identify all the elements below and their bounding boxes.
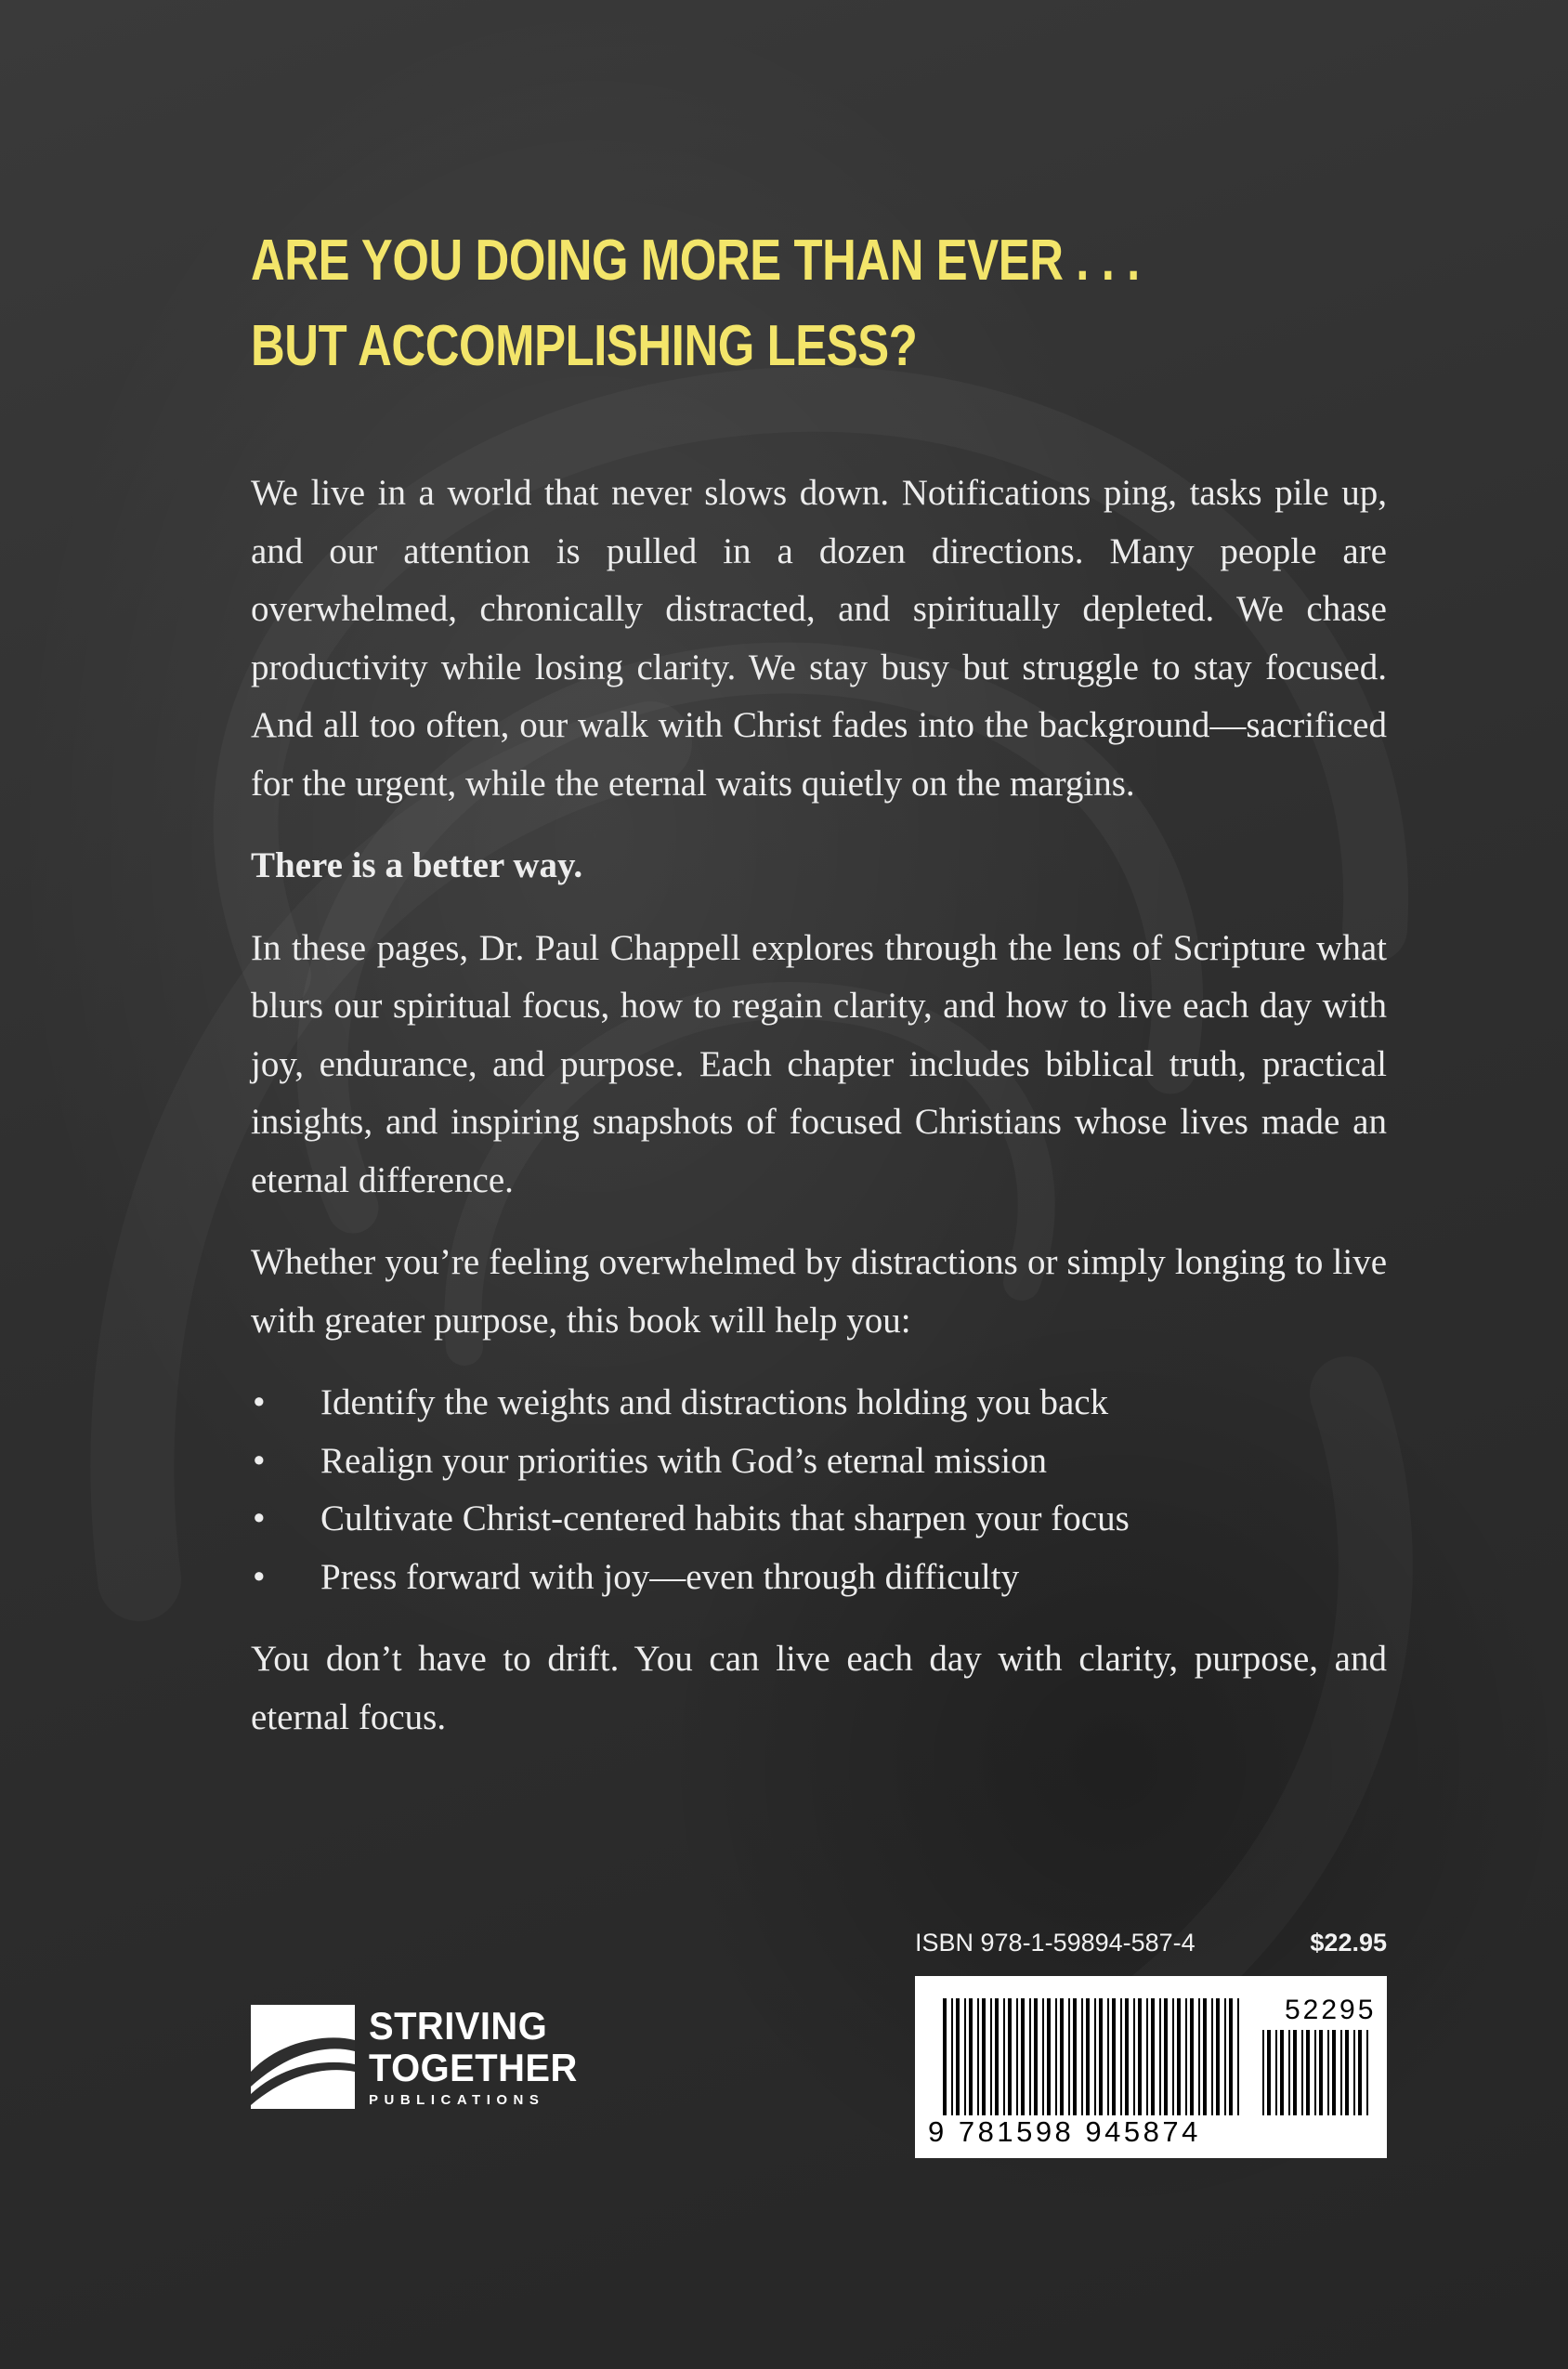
barcode-bar (1042, 1998, 1044, 2115)
barcode-bar (1125, 1998, 1129, 2115)
barcode-bar (1340, 2030, 1342, 2115)
barcode-bar (1177, 1998, 1181, 2115)
barcode-bar (1112, 1998, 1116, 2115)
publisher-logo (251, 2005, 641, 2109)
barcode-bar (1203, 1998, 1207, 2115)
barcode-bar (1275, 2030, 1277, 2115)
barcode-bar (1229, 1998, 1233, 2115)
bullet-icon: • (253, 1440, 266, 1481)
headline (251, 218, 1165, 389)
isbn-number: ISBN 978-1-59894-587-4 (915, 1929, 1196, 1957)
barcode-bar (1332, 2030, 1336, 2115)
barcode-digits-text: 9 781598 945874 (928, 2115, 1201, 2148)
barcode-bar (1288, 2030, 1290, 2115)
price: $22.95 (1310, 1929, 1387, 1957)
barcode-bar (1216, 1998, 1220, 2115)
barcode-bar (1003, 1998, 1005, 2115)
barcode-bar (1267, 2030, 1271, 2115)
barcode-bar (1094, 1998, 1096, 2115)
barcode-bar (1319, 2030, 1323, 2115)
barcode-bar (990, 1998, 992, 2115)
barcode-bar (1060, 1998, 1064, 2115)
barcode-bar (1314, 2030, 1316, 2115)
barcode-bar (1029, 1998, 1031, 2115)
ean-barcode-bars (943, 1998, 1239, 2115)
barcode-bar (1073, 1998, 1077, 2115)
paragraph-benefits-intro: Whether you’re feeling overwhelmed by distractions or simply longing to live with greater purpose, this book will help you: (251, 1242, 1387, 1341)
barcode-bar (1366, 2030, 1368, 2115)
barcode-bar (1068, 1998, 1070, 2115)
bullet-icon: • (253, 1382, 266, 1422)
barcode-bar (956, 1998, 960, 2115)
barcode-bar (1099, 1998, 1103, 2115)
book-description (251, 465, 1387, 1771)
barcode-bar (1086, 1998, 1090, 2115)
barcode-bar (1021, 1998, 1025, 2115)
barcode-bar (1138, 1998, 1142, 2115)
barcode-bar (964, 1998, 966, 2115)
barcode-bar (1327, 2030, 1329, 2115)
barcode-bar (1353, 2030, 1355, 2115)
striving-together-swoosh-icon (251, 2005, 355, 2109)
barcode-bar (1164, 1998, 1168, 2115)
list-item (251, 1433, 1387, 1491)
barcode-bar (1146, 1998, 1148, 2115)
barcode (915, 1976, 1387, 2158)
bullet-icon: • (253, 1556, 266, 1597)
publisher-name (369, 2004, 589, 2108)
barcode-bar (977, 1998, 979, 2115)
isbn-price-line (915, 1929, 1387, 1957)
list-item-text: Realign your priorities with God’s eternal mission (320, 1440, 1048, 1481)
list-item-text: Identify the weights and distractions holding you back (320, 1382, 1109, 1422)
barcode-bar (1190, 1998, 1194, 2115)
barcode-bar (1293, 2030, 1297, 2115)
addon-barcode-bars (1262, 2030, 1368, 2115)
barcode-bar (982, 1998, 986, 2115)
lead-statement: There is a better way. (251, 845, 583, 885)
barcode-bar (1211, 1998, 1213, 2115)
publisher-name-line-3: PUBLICATIONS (369, 2092, 545, 2108)
barcode-bar (1008, 1998, 1012, 2115)
barcode-bar (1081, 1998, 1083, 2115)
publisher-name-line-2: TOGETHER (369, 2046, 578, 2089)
barcode-bar (1159, 1998, 1161, 2115)
barcode-bar (1280, 2030, 1284, 2115)
list-item (251, 1549, 1387, 1607)
barcode-bar (951, 1998, 953, 2115)
barcode-bar (969, 1998, 973, 2115)
barcode-bar (1055, 1998, 1057, 2115)
barcode-bar (995, 1998, 999, 2115)
barcode-bar (1016, 1998, 1018, 2115)
barcode-bar (1345, 2030, 1349, 2115)
barcode-bar (1237, 1998, 1239, 2115)
list-item (251, 1374, 1387, 1433)
barcode-bar (1224, 1998, 1226, 2115)
barcode-bar (1034, 1998, 1038, 2115)
barcode-bar (1047, 1998, 1051, 2115)
barcode-bar (943, 1998, 947, 2115)
barcode-bar (1107, 1998, 1109, 2115)
list-item (251, 1490, 1387, 1549)
barcode-bar (1198, 1998, 1200, 2115)
benefits-list (251, 1374, 1387, 1606)
barcode-bar (1172, 1998, 1174, 2115)
barcode-bar (1358, 2030, 1362, 2115)
list-item-text: Press forward with joy—even through difficulty (320, 1556, 1020, 1597)
addon-code-text: 52295 (1285, 1995, 1377, 2025)
barcode-bar (1133, 1998, 1135, 2115)
bullet-icon: • (253, 1499, 266, 1538)
paragraph-intro: We live in a world that never slows down. Notifications ping, tasks pile up, and our attention is pulled in a dozen directions. Many people are overwhelmed, chronically distracted, and spiritually depleted. We chase productivity while losing clarity. We stay busy but struggle to stay focused. And all too often, our walk with Christ fades into the background—sacrificed for the urgent, while the eternal waits quietly on the margins. (251, 473, 1387, 804)
barcode-bar (1301, 2030, 1303, 2115)
paragraph-author: In these pages, Dr. Paul Chappell explores through the lens of Scripture what blurs our spiritual focus, how to regain clarity, and how to live each day with joy, endurance, and purpose. Each chapter includes biblical truth, practical insights, and inspiring snapshots of focused Christians whose lives made an eternal difference. (251, 927, 1387, 1200)
paragraph-closing: You don’t have to drift. You can live each day with clarity, purpose, and eternal focus. (251, 1639, 1387, 1737)
headline-line-1: ARE YOU DOING MORE THAN EVER . . . (251, 229, 1140, 293)
barcode-bar (1262, 2030, 1264, 2115)
barcode-bar (1185, 1998, 1187, 2115)
publisher-name-line-1: STRIVING (369, 2004, 548, 2048)
list-item-text: Cultivate Christ-centered habits that sharpen your focus (320, 1499, 1130, 1538)
headline-line-2: BUT ACCOMPLISHING LESS? (251, 314, 918, 378)
barcode-bar (1151, 1998, 1155, 2115)
barcode-bar (1120, 1998, 1122, 2115)
barcode-bar (1306, 2030, 1310, 2115)
